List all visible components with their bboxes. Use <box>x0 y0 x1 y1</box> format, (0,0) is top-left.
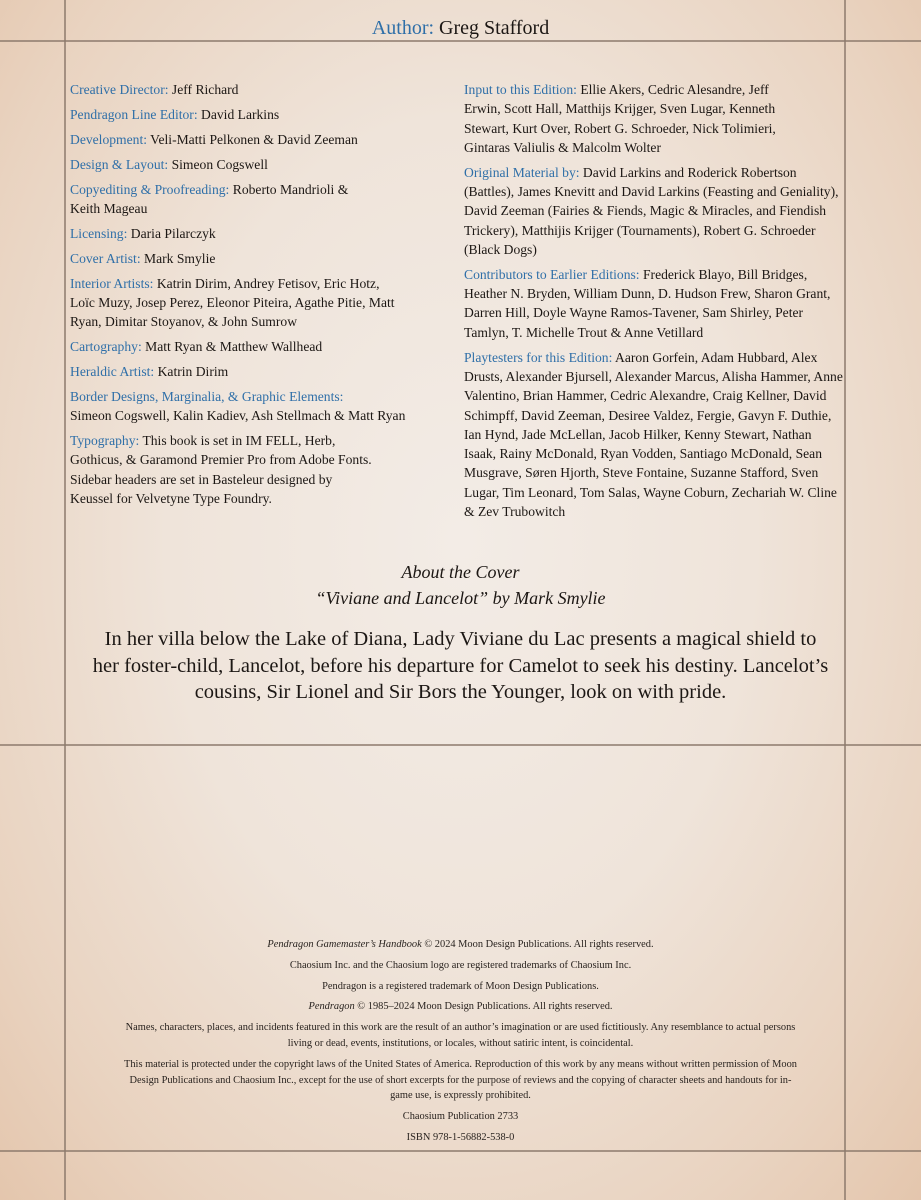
middle-guide <box>0 744 921 746</box>
top-margin-guide <box>0 40 921 42</box>
credit-label: Cartography: <box>70 339 142 355</box>
pendragon-copyright-line <box>120 999 801 1015</box>
credit-entry <box>70 224 455 243</box>
copyright-notice: This material is protected under the copyright laws of the United States of America. Reproduction of this work by any means without written permission of Moon Design Publications and Chaosium Inc., except for the use of short excerpts for the purpose of reviews and the copying of character sheets and handouts for in-game use, is expressly prohibited. <box>124 1058 797 1102</box>
credit-label: Design & Layout: <box>70 156 169 172</box>
credit-entry <box>70 249 455 268</box>
credit-value: Roberto Mandrioli & Keith Mageau <box>70 181 349 216</box>
credit-entry <box>70 130 455 149</box>
isbn: ISBN 978-1-56882-538-0 <box>406 1131 515 1143</box>
credit-label: Typography: <box>70 432 140 448</box>
credit-label: Original Material by: <box>464 164 580 180</box>
credit-label: Playtesters for this Edition: <box>464 349 613 365</box>
author-line <box>0 16 921 40</box>
about-cover-subtitle: “Viviane and Lancelot” by Mark Smylie <box>315 588 606 608</box>
credits-right-column <box>464 80 844 527</box>
credit-entry <box>464 348 844 522</box>
credit-label: Interior Artists: <box>70 275 154 291</box>
credit-entry <box>70 180 380 219</box>
credit-value: Simeon Cogswell, Kalin Kadiev, Ash Stellmach & Matt Ryan <box>70 408 406 424</box>
copyright-text: © 2024 Moon Design Publications. All rights reserved. <box>421 939 654 950</box>
credit-value: David Larkins and Roderick Robertson (Battles), James Knevitt and David Larkins (Feasting and Geniality), David Zeeman (Fairies & Fiends, Magic & Miracles, and Fiendish Trickery), Matthijis Krijger (Tournaments), Robert G. Schroeder (Black Dogs) <box>464 164 839 257</box>
credit-label: Copyediting & Proofreading: <box>70 181 230 197</box>
credit-value: Matt Ryan & Matthew Wallhead <box>145 339 323 355</box>
credits-left-column <box>70 80 455 514</box>
publication-number: Chaosium Publication 2733 <box>402 1111 519 1123</box>
trademark-pendragon: Pendragon is a registered trademark of Moon Design Publications. <box>322 980 599 992</box>
credit-value: Katrin Dirim <box>157 363 229 379</box>
credit-label: Contributors to Earlier Editions: <box>464 266 640 282</box>
credit-value: Jeff Richard <box>171 82 239 97</box>
credit-label: Border Designs, Marginalia, & Graphic Elements: <box>70 388 344 404</box>
fiction-notice: Names, characters, places, and incidents featured in this work are the result of an author’s imagination or are used fictitiously. Any resemblance to actual persons living or dead, events, institutions, or locales, without satiric intent, is coincidental. <box>125 1022 796 1049</box>
credit-entry <box>70 155 455 174</box>
credit-value: Daria Pilarczyk <box>130 225 216 241</box>
credit-entry <box>70 387 455 426</box>
credit-entry <box>70 80 455 99</box>
credit-value: Veli-Matti Pelkonen & David Zeeman <box>150 131 358 147</box>
credit-value: Mark Smylie <box>144 250 216 266</box>
credit-value: Ellie Akers, Cedric Alesandre, Jeff Erwin, Scott Hall, Matthijs Krijger, Sven Lugar, Kenneth Stewart, Kurt Over, Robert G. Schroeder, Nick Tolimieri, Gintaras Valiulis & Malcolm Wolter <box>464 82 776 155</box>
pendragon-title: Pendragon <box>308 1001 355 1013</box>
credit-entry <box>464 265 844 342</box>
legal-block <box>120 937 801 1151</box>
credit-value: This book is set in IM FELL, Herb, Gothicus, & Garamond Premier Pro from Adobe Fonts. Sidebar headers are set in Basteleur designed by Keussel for Velvetyne Type Foundry. <box>70 432 372 506</box>
credit-label: Pendragon Line Editor: <box>70 106 198 122</box>
credit-value: David Larkins <box>201 106 280 122</box>
author-name: Greg Stafford <box>439 17 550 39</box>
book-title: Pendragon Gamemaster’s Handbook <box>267 939 422 950</box>
credit-value: Aaron Gorfein, Adam Hubbard, Alex Drusts, Alexander Bjursell, Alexander Marcus, Alisha Hammer, Anne Valentino, Brian Hammer, Cedric Alexandre, Craig Kellner, David Schimpff, David Zeeman, Desiree Valdez, Fergie, Gavyn F. Duthie, Ian Hynd, Jade McLellan, Jacob Hilker, Kenny Stewart, Nathan Isaak, Rainy McDonald, Ryan Vodden, Santiago McDonald, Sean Musgrave, Søren Hjorth, Steve Fontaine, Suzanne Stafford, Sven Lugar, Tim Leonard, Tom Salas, Wayne Coburn, Zechariah W. Cline & Zev Trubowitch <box>464 349 843 520</box>
trademark-chaosium: Chaosium Inc. and the Chaosium logo are registered trademarks of Chaosium Inc. <box>289 959 632 971</box>
credit-value: Katrin Dirim, Andrey Fetisov, Eric Hotz, Loïc Muzy, Josep Perez, Eleonor Piteira, Agathe Pitie, Matt Ryan, Dimitar Stoyanov, & John Sumrow <box>70 275 395 330</box>
credit-label: Heraldic Artist: <box>70 363 155 379</box>
credit-value: Frederick Blayo, Bill Bridges, Heather N. Bryden, William Dunn, D. Hudson Frew, Sharon Grant, Darren Hill, Doyle Wayne Ramos-Tavener, Sam Shirley, Peter Tamlyn, T. Michelle Trout & Anne Vetillard <box>464 266 831 340</box>
credit-entry <box>464 163 844 259</box>
credit-label: Input to this Edition: <box>464 82 577 97</box>
credit-label: Development: <box>70 131 148 147</box>
credit-entry <box>70 105 455 124</box>
credit-label: Cover Artist: <box>70 250 141 266</box>
author-label: Author: <box>371 17 435 39</box>
credit-label: Creative Director: <box>70 82 169 97</box>
credit-entry <box>70 274 400 332</box>
credit-entry <box>70 337 455 356</box>
copyright-line <box>120 937 801 953</box>
pendragon-copyright-text: © 1985–2024 Moon Design Publications. All rights reserved. <box>354 1001 613 1013</box>
credit-entry <box>70 362 455 381</box>
credit-label: Licensing: <box>70 225 128 241</box>
about-cover-heading: About the Cover <box>401 562 520 582</box>
credit-value: Simeon Cogswell <box>171 156 268 172</box>
about-cover-description: In her villa below the Lake of Diana, Lady Viviane du Lac presents a magical shield to her foster-child, Lancelot, before his departure for Camelot to seek his destiny. Lancelot’s cousins, Sir Lionel and Sir Bors the Younger, look on with pride. <box>92 628 829 703</box>
credit-entry <box>70 431 375 508</box>
credit-entry <box>464 80 794 157</box>
